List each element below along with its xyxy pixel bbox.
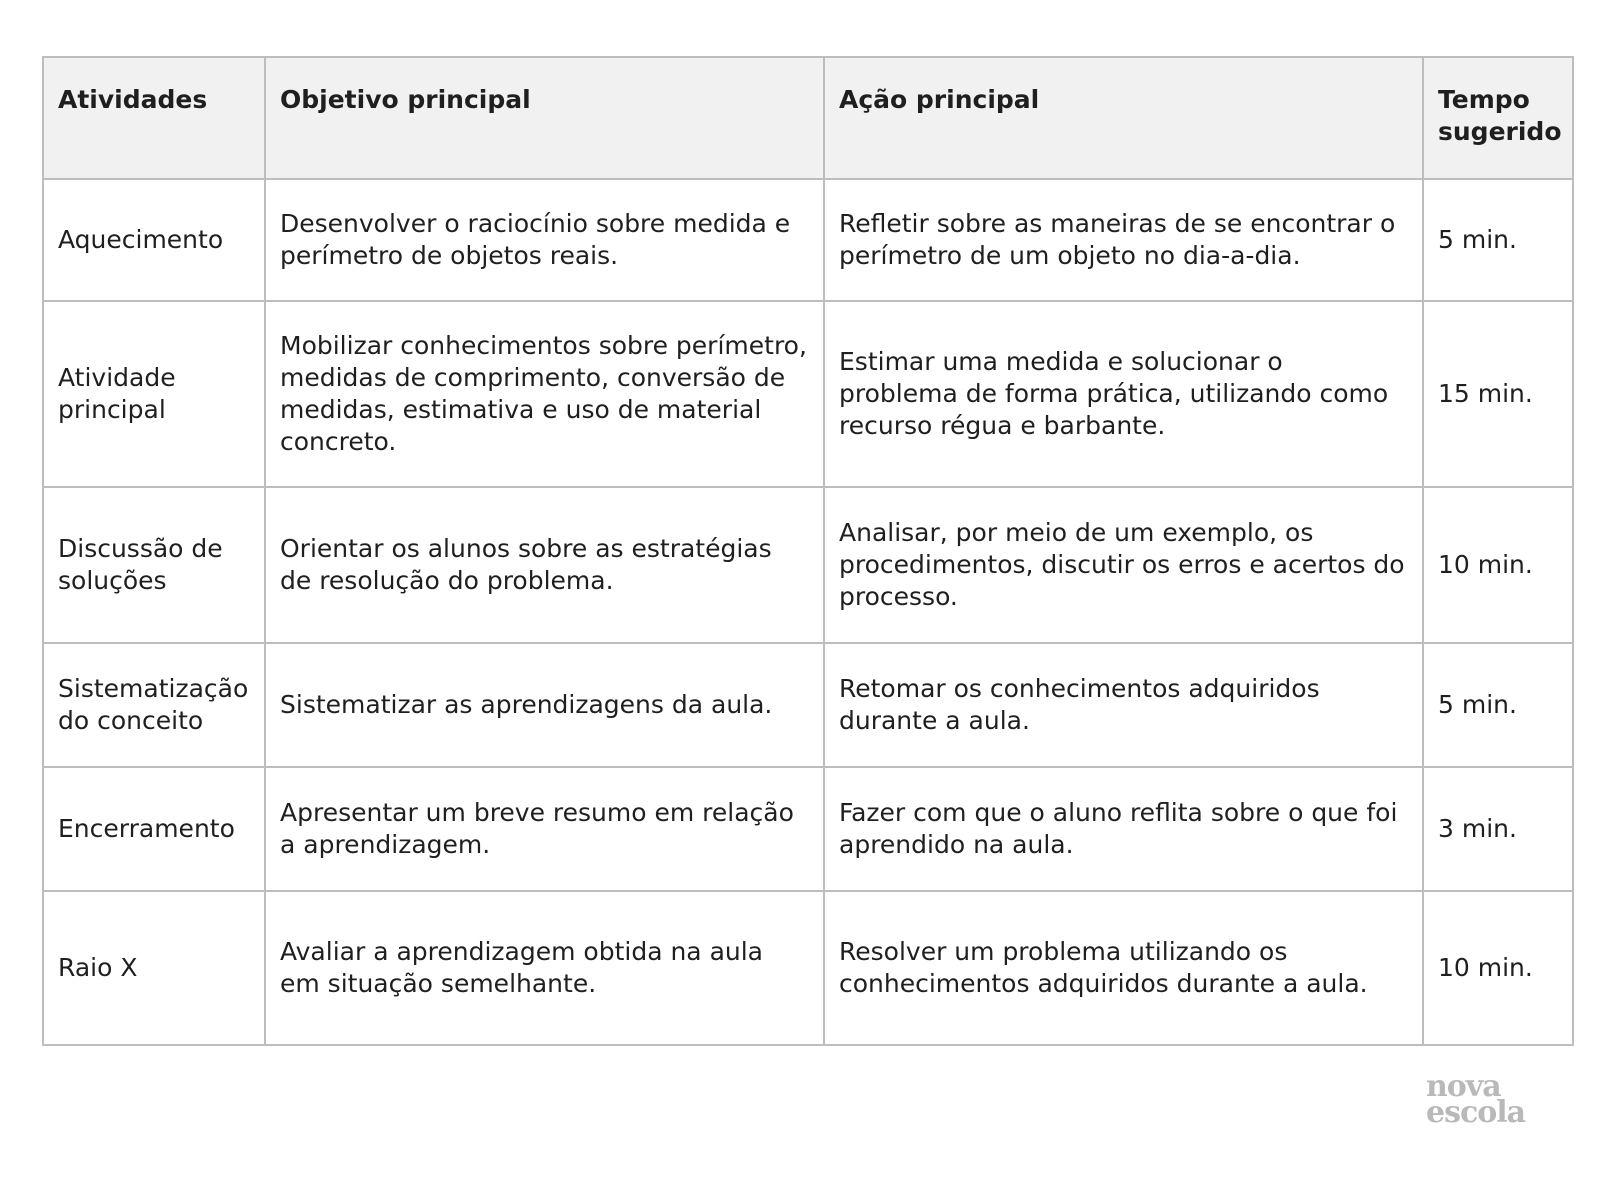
logo-line-nova: nova bbox=[1426, 1069, 1501, 1104]
cell-atividade: Aquecimento bbox=[43, 179, 265, 301]
lesson-plan-table bbox=[42, 56, 1574, 1046]
cell-objetivo: Avaliar a aprendizagem obtida na aula em situação semelhante. bbox=[265, 891, 824, 1045]
cell-atividade: Raio X bbox=[43, 891, 265, 1045]
table-row bbox=[43, 891, 1573, 1045]
table-header-row bbox=[43, 57, 1573, 179]
cell-acao: Retomar os conhecimentos adquiridos durante a aula. bbox=[824, 643, 1423, 767]
table-row bbox=[43, 487, 1573, 643]
cell-atividade: Discussão de soluções bbox=[43, 487, 265, 643]
cell-objetivo: Orientar os alunos sobre as estratégias de resolução do problema. bbox=[265, 487, 824, 643]
cell-tempo: 10 min. bbox=[1423, 891, 1573, 1045]
table-row bbox=[43, 767, 1573, 891]
cell-acao: Fazer com que o aluno reflita sobre o que foi aprendido na aula. bbox=[824, 767, 1423, 891]
nova-escola-logo bbox=[1426, 1069, 1546, 1130]
table-row bbox=[43, 301, 1573, 487]
cell-objetivo: Apresentar um breve resumo em relação a aprendizagem. bbox=[265, 767, 824, 891]
cell-tempo: 5 min. bbox=[1423, 179, 1573, 301]
cell-objetivo: Desenvolver o raciocínio sobre medida e perímetro de objetos reais. bbox=[265, 179, 824, 301]
cell-atividade: Sistematização do conceito bbox=[43, 643, 265, 767]
cell-acao: Estimar uma medida e solucionar o problema de forma prática, utilizando como recurso régua e barbante. bbox=[824, 301, 1423, 487]
cell-tempo: 10 min. bbox=[1423, 487, 1573, 643]
header-tempo: Tempo sugerido bbox=[1423, 57, 1573, 179]
header-objetivo: Objetivo principal bbox=[265, 57, 824, 179]
cell-acao: Resolver um problema utilizando os conhecimentos adquiridos durante a aula. bbox=[824, 891, 1423, 1045]
cell-tempo: 15 min. bbox=[1423, 301, 1573, 487]
header-acao: Ação principal bbox=[824, 57, 1423, 179]
cell-objetivo: Mobilizar conhecimentos sobre perímetro, medidas de comprimento, conversão de medidas, estimativa e uso de material concreto. bbox=[265, 301, 824, 487]
cell-acao: Refletir sobre as maneiras de se encontrar o perímetro de um objeto no dia-a-dia. bbox=[824, 179, 1423, 301]
cell-tempo: 5 min. bbox=[1423, 643, 1573, 767]
logo-line-escola: escola bbox=[1426, 1095, 1526, 1130]
cell-tempo: 3 min. bbox=[1423, 767, 1573, 891]
cell-objetivo: Sistematizar as aprendizagens da aula. bbox=[265, 643, 824, 767]
header-atividades: Atividades bbox=[43, 57, 265, 179]
cell-acao: Analisar, por meio de um exemplo, os procedimentos, discutir os erros e acertos do processo. bbox=[824, 487, 1423, 643]
table-row bbox=[43, 643, 1573, 767]
cell-atividade: Atividade principal bbox=[43, 301, 265, 487]
table-row bbox=[43, 179, 1573, 301]
cell-atividade: Encerramento bbox=[43, 767, 265, 891]
